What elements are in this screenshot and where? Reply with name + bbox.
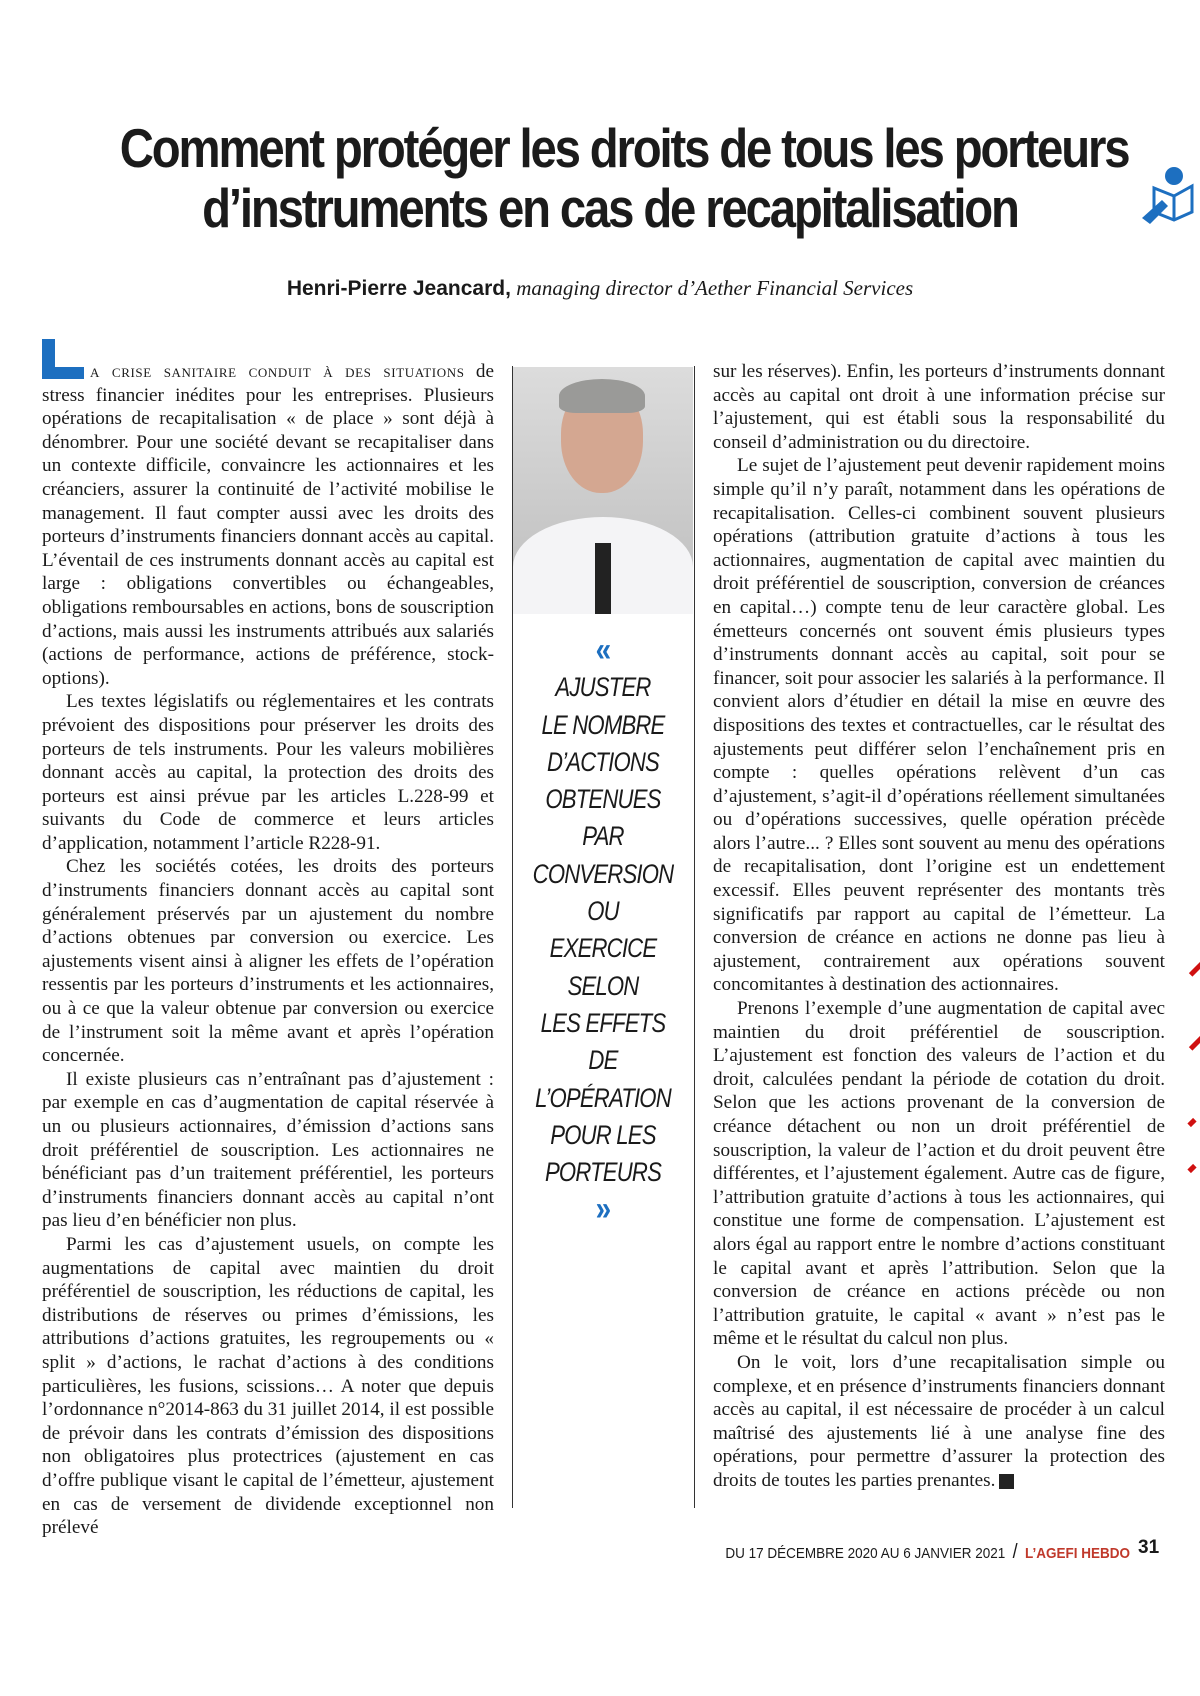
paragraph: a crise sanitaire conduit à des situations de stress financier inédites pour les entreprises. Plusieurs opérations de recapitalisation « de place » sont déjà à dénombrer. Pour une société devant se recapitaliser dans un contexte difficile, convaincre les actionnaires et les créanciers, assurer la continuité de l’activité mobilise le management. Il faut compter aussi avec les droits des porteurs d’instruments financiers donnant accès au capital. L’éventail de ces instruments donnant accès au capital est large : obligations convertibles ou échangeables, obligations remboursables en actions, bons de souscription d’actions, mais aussi les instruments attribués aux salariés (actions de performance, actions de préférence, stock-options). [42, 360, 494, 690]
pull-quote [529, 632, 677, 1229]
pull-quote-line: EXERCICE SELON [549, 933, 657, 1001]
drop-cap-l [42, 339, 84, 379]
pull-quote-line: CONVERSION OU [532, 858, 674, 927]
margin-mark [1187, 1164, 1196, 1173]
close-quote-mark: » [595, 1190, 611, 1229]
column-left [42, 360, 494, 1540]
column-divider [694, 366, 695, 1508]
margin-mark [1189, 1034, 1200, 1050]
issue-date: DU 17 DÉCEMBRE 2020 AU 6 JANVIER 2021 [725, 1545, 1006, 1562]
pull-quote-line: AJUSTER [555, 672, 651, 703]
paragraph: Il existe plusieurs cas n’entraînant pas d’ajustement : par exemple en cas d’augmentation de capital réservée à un ou plusieurs actionnaires, d’émission d’actions sans droit préférentiel de souscription. Les actionnaires ne bénéficiant pas d’un traitement préférentiel, les porteurs d’instruments financiers donnant accès au capital n’ont pas lieu d’en bénéficier non plus. [42, 1068, 494, 1232]
pull-quote-line: LES EFFETS DE [540, 1007, 666, 1076]
paragraph: On le voit, lors d’une recapitalisation simple ou complexe, et en présence d’instruments financiers donnant accès au capital, il est nécessaire de procéder à un calcul maîtrisé des ajustements lié à une analyse fine des opérations, pour permettre d’assurer la protection des droits de toutes les parties prenantes. A [713, 1351, 1165, 1491]
article-title [119, 117, 1129, 239]
paragraph: Les textes législatifs ou réglementaires et les contrats prévoient des dispositions pour préserver les droits des porteurs de tels instruments. Pour les valeurs mobilières donnant accès au capital, la protection des droits des porteurs est ainsi prévue par les articles L.228-99 et suivants du Code de commerce et leurs articles d’application, notamment l’article R228-91. [42, 691, 494, 854]
author-name: Henri-Pierre Jeancard, [286, 277, 511, 300]
margin-mark [1189, 960, 1200, 976]
title-line: d’instruments en cas de recapitalisation [202, 177, 1018, 239]
paragraph: sur les réserves). Enfin, les porteurs d’instruments donnant accès au capital ont droit à une information précise sur l’ajustement, qui est établi sous la responsabilité du conseil d’administration ou du directoire. [713, 361, 1165, 453]
reader-icon [1138, 166, 1194, 226]
title-line: Comment protéger les droits de tous les porteurs [119, 117, 1129, 179]
pull-quote-line: LE NOMBRE [541, 709, 665, 740]
column-right [713, 360, 1165, 1493]
end-of-article-mark: A [999, 1474, 1014, 1489]
pull-quote-line: OBTENUES PAR [545, 784, 661, 852]
paragraph: Le sujet de l’ajustement peut devenir rapidement moins simple qu’il n’y paraît, notamment dans les opérations de recapitalisation. Celles-ci combinent souvent plusieurs opérations (attribution gratuite d’actions à tous les actionnaires, augmentation de capital avec maintien du droit préférentiel de souscription, conversion de créances en capital…) compte tenu de leur caractère global. Les émetteurs concernés ont souvent émis plusieurs types d’instruments donnant accès au capital, soit pour se financer, soit pour associer les salariés à la performance. Il convient alors d’étudier en détail la mise en œuvre des dispositions des textes et contractuelles, car le résultat des ajustements peut différer selon l’enchaînement pris en compte : quelles opérations relèvent d’un cas d’ajustement, s’agit-il d’opérations réellement simultanées ou d’opérations successives, quelle opération précède alors l’autre... ? Elles sont souvent au menu des opérations de recapitalisation, dont l’origine est un endettement excessif. Elles peuvent représenter des montants très significatifs par rapport au capital de l’émetteur. La conversion de créance en actions ne donne pas lieu à ajustement, contrairement aux opérations souvent concomitantes à destination des actionnaires. [713, 455, 1165, 996]
paragraph: Parmi les cas d’ajustement usuels, on compte les augmentations de capital avec maintien du droit préférentiel de souscription, les réductions de capital, les distributions de réserves ou primes d’émissions, les attributions d’actions gratuites, les regroupements ou « split » d’actions, le rachat d’actions à des conditions particulières, les fusions, scissions… A noter que depuis l’ordonnance n°2014-863 du 31 juillet 2014, il est possible de prévoir dans les contrats d’émission des dispositions non obligatoires plus protectrices (ajustement en cas d’offre publique visant le capital de l’émetteur, ajustement en cas de versement de dividende exceptionnel non prélevé [42, 1233, 494, 1539]
separator: / [1012, 1541, 1018, 1563]
paragraph: Chez les sociétés cotées, les droits des porteurs d’instruments financiers donnant accès au capital sont généralement préservés par un ajustement du nombre d’actions obtenues par conversion ou exercice. Les ajustements visent ainsi à aligner les effets de l’opération ressentis par les porteurs d’instruments et les actionnaires, ou à ce que la valeur obtenue par conversion ou exercice de l’instrument soit la même avant et après l’opération concernée. [42, 856, 494, 1067]
page-number: 31 [1138, 1537, 1160, 1558]
pull-quote-line: L’OPÉRATION [535, 1082, 671, 1113]
author-photo [513, 367, 693, 614]
pull-quote-line: POUR LES [550, 1119, 656, 1150]
pull-quote-line: PORTEURS [544, 1157, 662, 1188]
margin-mark [1187, 1118, 1196, 1127]
open-quote-mark: « [595, 631, 611, 669]
author-role: managing director d’Aether Financial Services [516, 276, 914, 300]
paragraph: Prenons l’exemple d’une augmentation de capital avec maintien du droit préférentiel de souscription. L’ajustement est fonction des valeurs de l’action et du droit, calculées pendant la période de cotation du droit. Selon que les actions provenant de la conversion de créance détachent ou non un droit préférentiel de souscription, la valeur de l’action et du droit peuvent être différentes, et l’ajustement également. Autre cas de figure, l’attribution gratuite d’actions à tous les actionnaires, qui constitue une forme de compensation. L’ajustement est alors égal au rapport entre le nombre d’actions constituant le capital avant et après l’attribution. Selon que la conversion de créance en actions précède ou non l’attribution gratuite, le capital « avant » n’est pas le même et le résultat du calcul non plus. [713, 998, 1165, 1350]
publication-name: L’AGEFI HEBDO [1024, 1545, 1130, 1562]
page-footer [653, 1541, 1130, 1564]
byline [0, 276, 1200, 301]
lead-in: a crise sanitaire conduit à des situations [90, 361, 465, 382]
pull-quote-line: D’ACTIONS [547, 746, 659, 777]
